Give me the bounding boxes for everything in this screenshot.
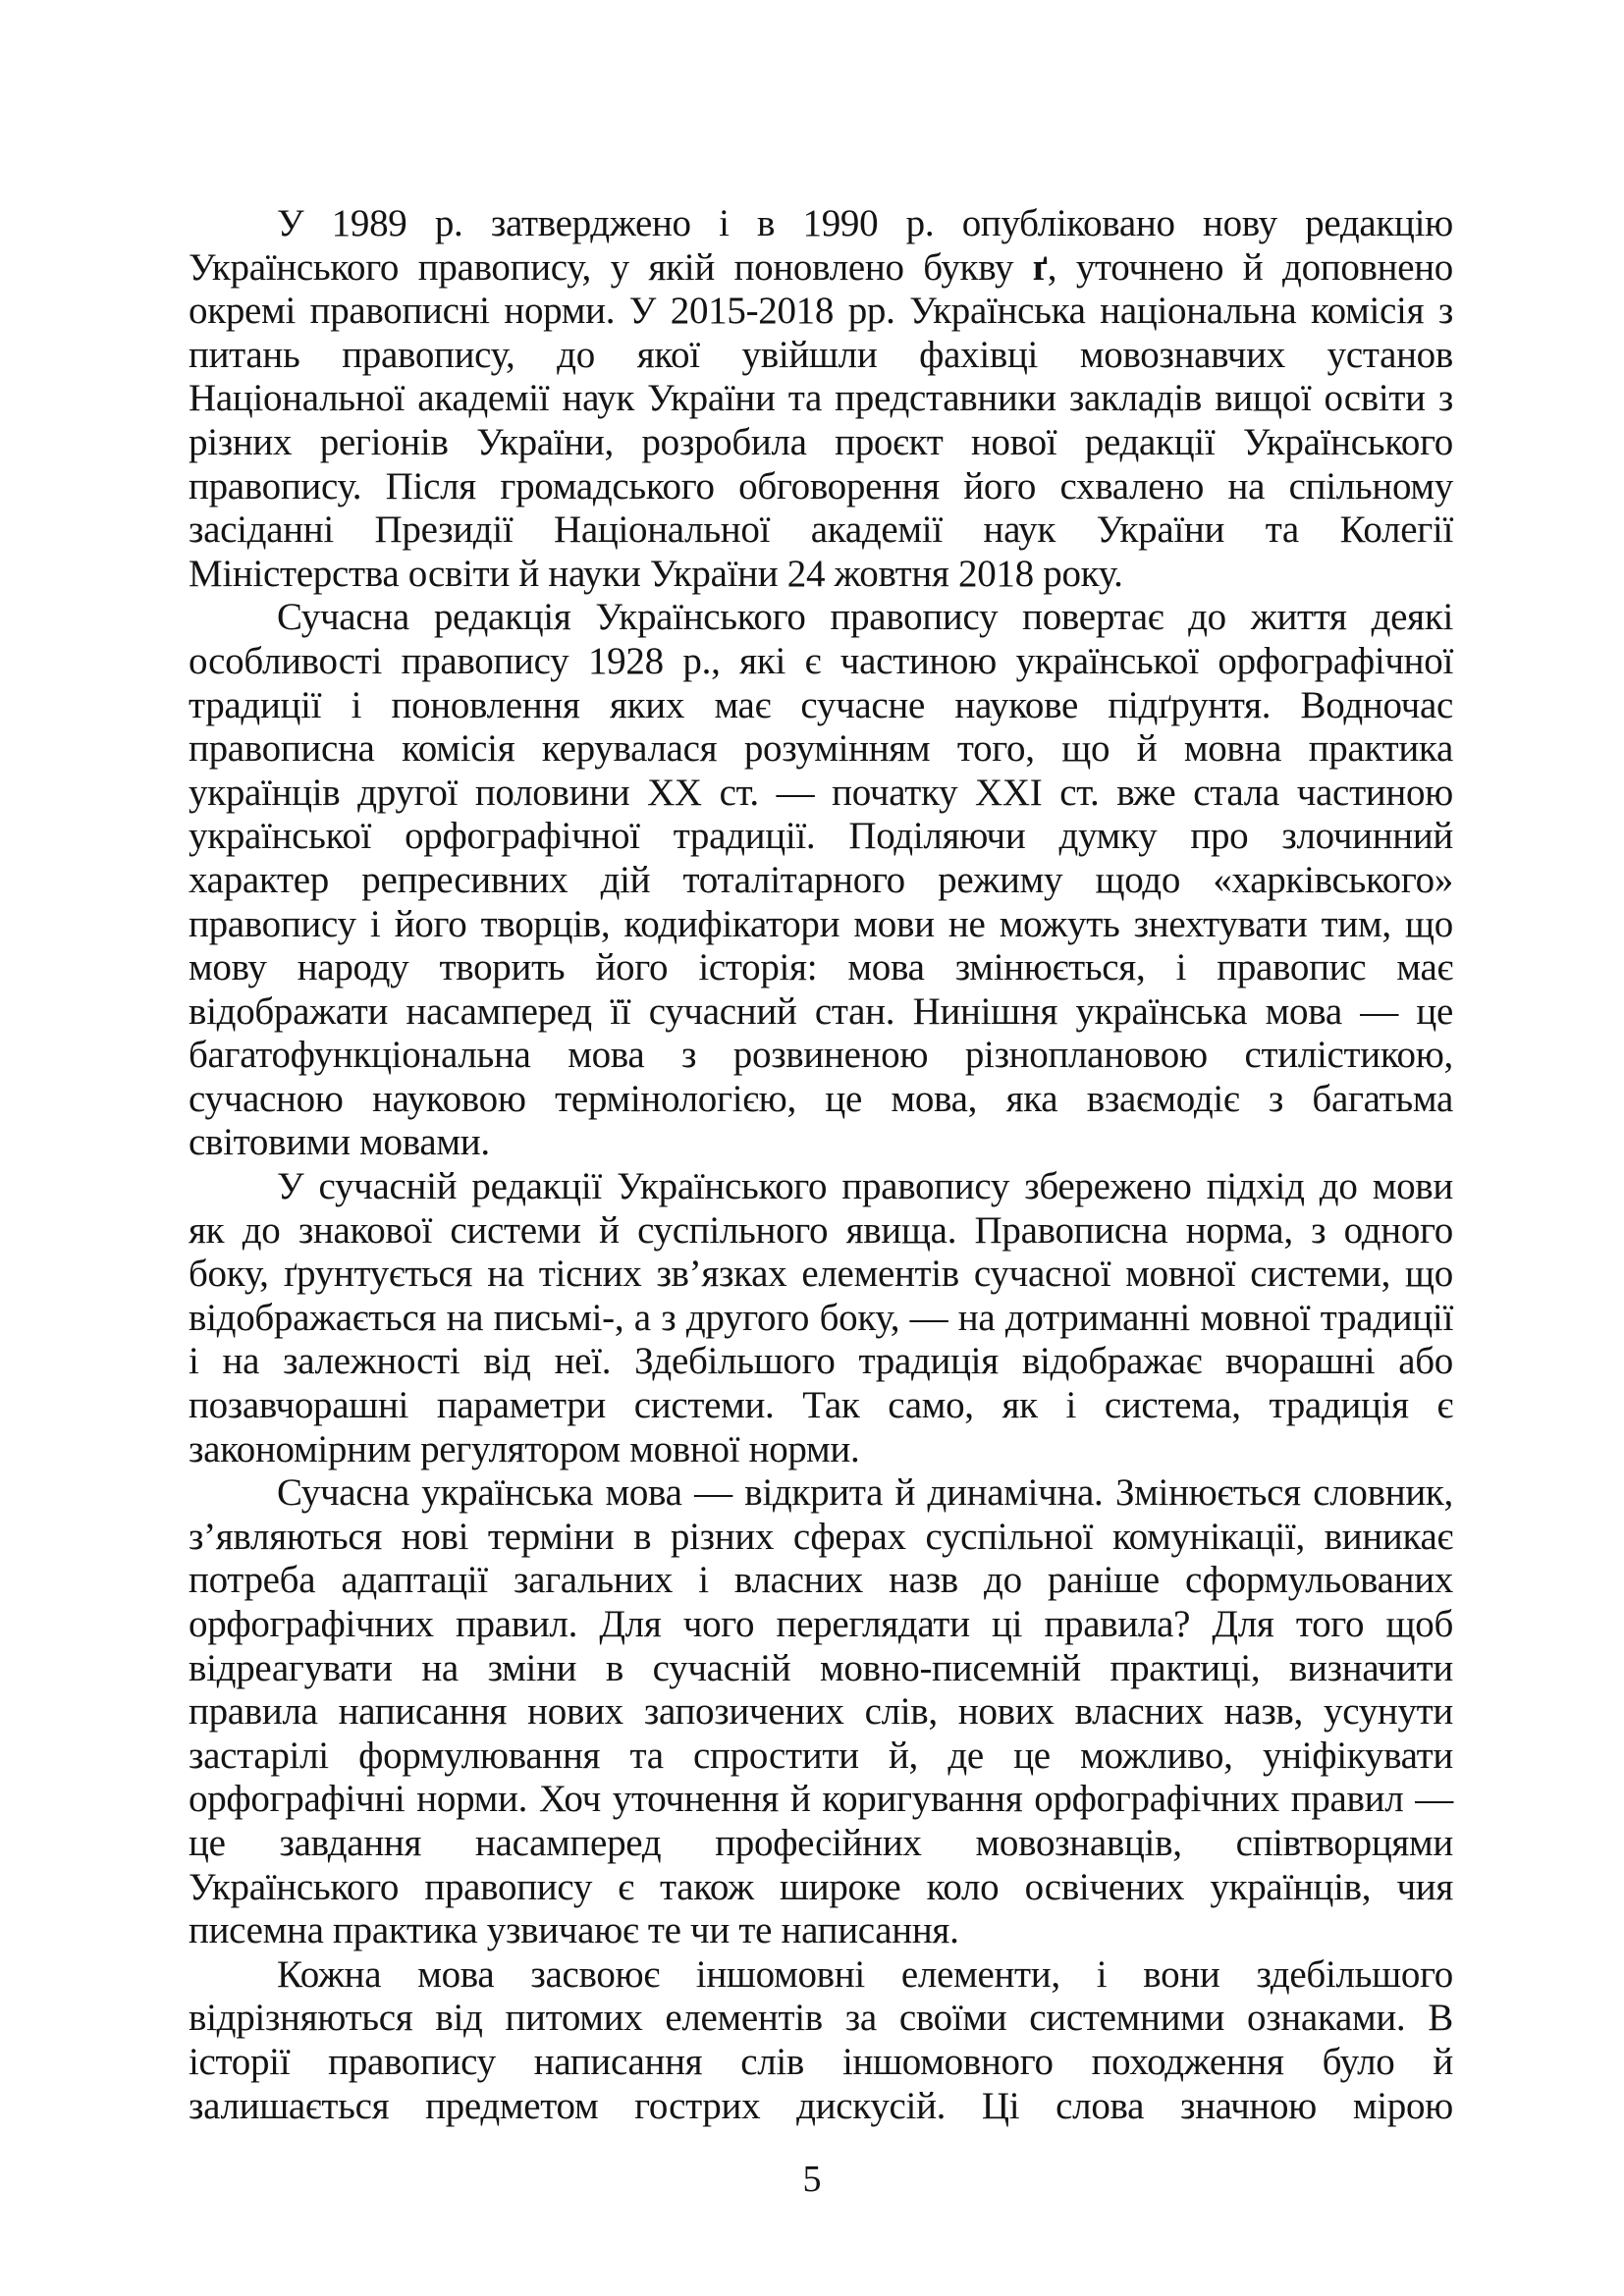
text-line (189, 903, 1453, 947)
text-line (189, 2041, 1453, 2085)
text-segment: залишається предметом гострих дискусій. Ці слова значною мірою (189, 2084, 1453, 2127)
text-line (189, 421, 1453, 465)
text-segment: української орфографічної традиції. Поділяючи думку про злочинний (189, 815, 1453, 858)
text-segment: Українського правопису, у якій поновлено букву (189, 245, 1033, 289)
text-line (189, 553, 1453, 597)
text-segment: закономірним регулятором мовної норми. (189, 1427, 860, 1470)
text-segment: правила написання нових запозичених слів, нових власних назв, усунути (189, 1690, 1453, 1734)
text-segment: відображати насамперед її сучасний стан. Нинішня українська мова — це (189, 989, 1453, 1033)
text-segment: традиції і поновлення яких має сучасне наукове підґрунтя. Водночас (189, 683, 1453, 726)
text-segment: застарілі формулювання та спростити й, де це можливо, уніфікувати (189, 1734, 1453, 1777)
text-segment: правописна комісія керувалася розумінням того, що й мовна практика (189, 727, 1453, 771)
text-line (189, 1559, 1453, 1603)
paragraph (189, 1471, 1453, 1953)
text-line (189, 1034, 1453, 1078)
text-line (189, 1384, 1453, 1428)
text-segment: історії правопису написання слів іншомовного походження було й (189, 2040, 1453, 2083)
text-line (189, 1822, 1453, 1866)
text-segment: це завдання насамперед професійних мовознавців, співтворцями (189, 1821, 1453, 1864)
text-segment: різних регіонів України, розробила проєкт нової редакції Українського (189, 420, 1453, 463)
text-segment: потреба адаптації загальних і власних назв до раніше сформульованих (189, 1559, 1453, 1602)
text-line (189, 1165, 1453, 1209)
bold-letter: ґ (1032, 245, 1048, 289)
text-line (189, 1121, 1453, 1165)
text-segment: відрізняються від питомих елементів за своїми системними ознаками. В (189, 1997, 1453, 2040)
text-segment: мову народу творить його історія: мова змінюється, і правопис має (189, 946, 1453, 989)
text-line (189, 1866, 1453, 1910)
text-segment: Сучасна редакція Українського правопису повертає до життя деякі (277, 596, 1453, 639)
text-segment: боку, ґрунтується на тісних зв’язках елементів сучасної мовної системи, що (189, 1253, 1453, 1296)
text-line (189, 990, 1453, 1035)
text-segment: сучасною науковою термінологією, це мова, яка взаємодіє з багатьма (189, 1077, 1453, 1120)
text-line (189, 246, 1453, 291)
text-line (189, 1516, 1453, 1560)
text-segment: правопису. Після громадського обговорення його схвалено на спільному (189, 464, 1453, 507)
text-segment: українців другої половини XX ст. — початку XXI ст. вже стала частиною (189, 771, 1453, 814)
paragraph (189, 1165, 1453, 1471)
text-line (189, 684, 1453, 728)
text-segment: Кожна мова засвоює іншомовні елементи, і вони здебільшого (277, 1952, 1453, 1996)
text-segment: писемна практика узвичаює те чи те написання. (189, 1909, 959, 1952)
text-segment: Національної академії наук України та представники закладів вищої освіти з (189, 377, 1453, 420)
text-segment: відображається на письмі-, а з другого боку, — на дотриманні мовної традиції (189, 1296, 1453, 1339)
text-segment: окремі правописні норми. У 2015-2018 рр. Українська національна комісія з (189, 290, 1453, 333)
text-segment: орфографічних правил. Для чого переглядати ці правила? Для того щоб (189, 1603, 1453, 1645)
text-line (189, 1297, 1453, 1341)
text-segment: орфографічні норми. Хоч уточнення й коригування орфографічних правил — (189, 1778, 1453, 1821)
paragraph (189, 1953, 1453, 2128)
paragraph (189, 202, 1453, 596)
text-line (189, 640, 1453, 684)
text-segment: правопису і його творців, кодифікатори мови не можуть знехтувати тим, що (189, 902, 1453, 945)
text-segment: багатофункціональна мова з розвиненою різноплановою стилістикою, (189, 1034, 1453, 1077)
text-line (189, 1603, 1453, 1647)
text-segment: Міністерства освіти й науки України 24 жовтня 2018 року. (189, 552, 1123, 595)
text-line (189, 2085, 1453, 2129)
text-segment: світовими мовами. (189, 1121, 490, 1164)
text-line (189, 1340, 1453, 1384)
text-segment: з’являються нові терміни в різних сферах суспільної комунікації, виникає (189, 1515, 1453, 1558)
text-line (189, 772, 1453, 816)
text-line (189, 202, 1453, 246)
text-line (189, 859, 1453, 903)
text-segment: і на залежності від неї. Здебільшого традиція відображає вчорашні або (189, 1340, 1453, 1383)
text-line (189, 1078, 1453, 1122)
text-line (189, 1953, 1453, 1998)
text-line (189, 377, 1453, 421)
text-line (189, 508, 1453, 553)
text-segment: позавчорашні параметри системи. Так само, як і система, традиція є (189, 1384, 1453, 1427)
text-segment: як до знакової системи й суспільного явища. Правописна норма, з одного (189, 1208, 1453, 1252)
text-line (189, 1253, 1453, 1297)
page-number: 5 (802, 2159, 822, 2200)
text-line (189, 1690, 1453, 1735)
text-segment: питань правопису, до якої увійшли фахівці мовознавчих установ (189, 333, 1453, 376)
text-line (189, 290, 1453, 334)
text-segment: У 1989 р. затверджено і в 1990 р. опубліковано нову редакцію (277, 202, 1453, 244)
text-line (189, 1209, 1453, 1254)
text-line (189, 465, 1453, 509)
text-line (189, 1647, 1453, 1691)
text-segment: характер репресивних дій тоталітарного режиму щодо «харківського» (189, 858, 1453, 901)
text-segment: У сучасній редакції Українського правопису збережено підхід до мови (277, 1165, 1453, 1208)
text-line (189, 727, 1453, 772)
text-line (189, 1997, 1453, 2041)
text-segment: Українського правопису є також широке коло освічених українців, чия (189, 1865, 1453, 1908)
text-block (189, 202, 1453, 2128)
text-line (189, 334, 1453, 378)
text-line (189, 1735, 1453, 1779)
text-segment: Сучасна українська мова — відкрита й динамічна. Змінюється словник, (277, 1471, 1453, 1515)
text-line (189, 1428, 1453, 1472)
paragraph (189, 596, 1453, 1165)
text-line (189, 596, 1453, 640)
text-line (189, 1909, 1453, 1953)
text-line (189, 815, 1453, 859)
text-segment: особливості правопису 1928 р., які є частиною української орфографічної (189, 639, 1453, 682)
text-segment: , уточнено й доповнено (1047, 245, 1454, 289)
text-line (189, 1778, 1453, 1822)
text-segment: відреагувати на зміни в сучасній мовно-писемній практиці, визначити (189, 1646, 1453, 1689)
text-line (189, 946, 1453, 990)
text-segment: засіданні Президії Національної академії наук України та Колегії (189, 508, 1453, 552)
text-line (189, 1471, 1453, 1516)
